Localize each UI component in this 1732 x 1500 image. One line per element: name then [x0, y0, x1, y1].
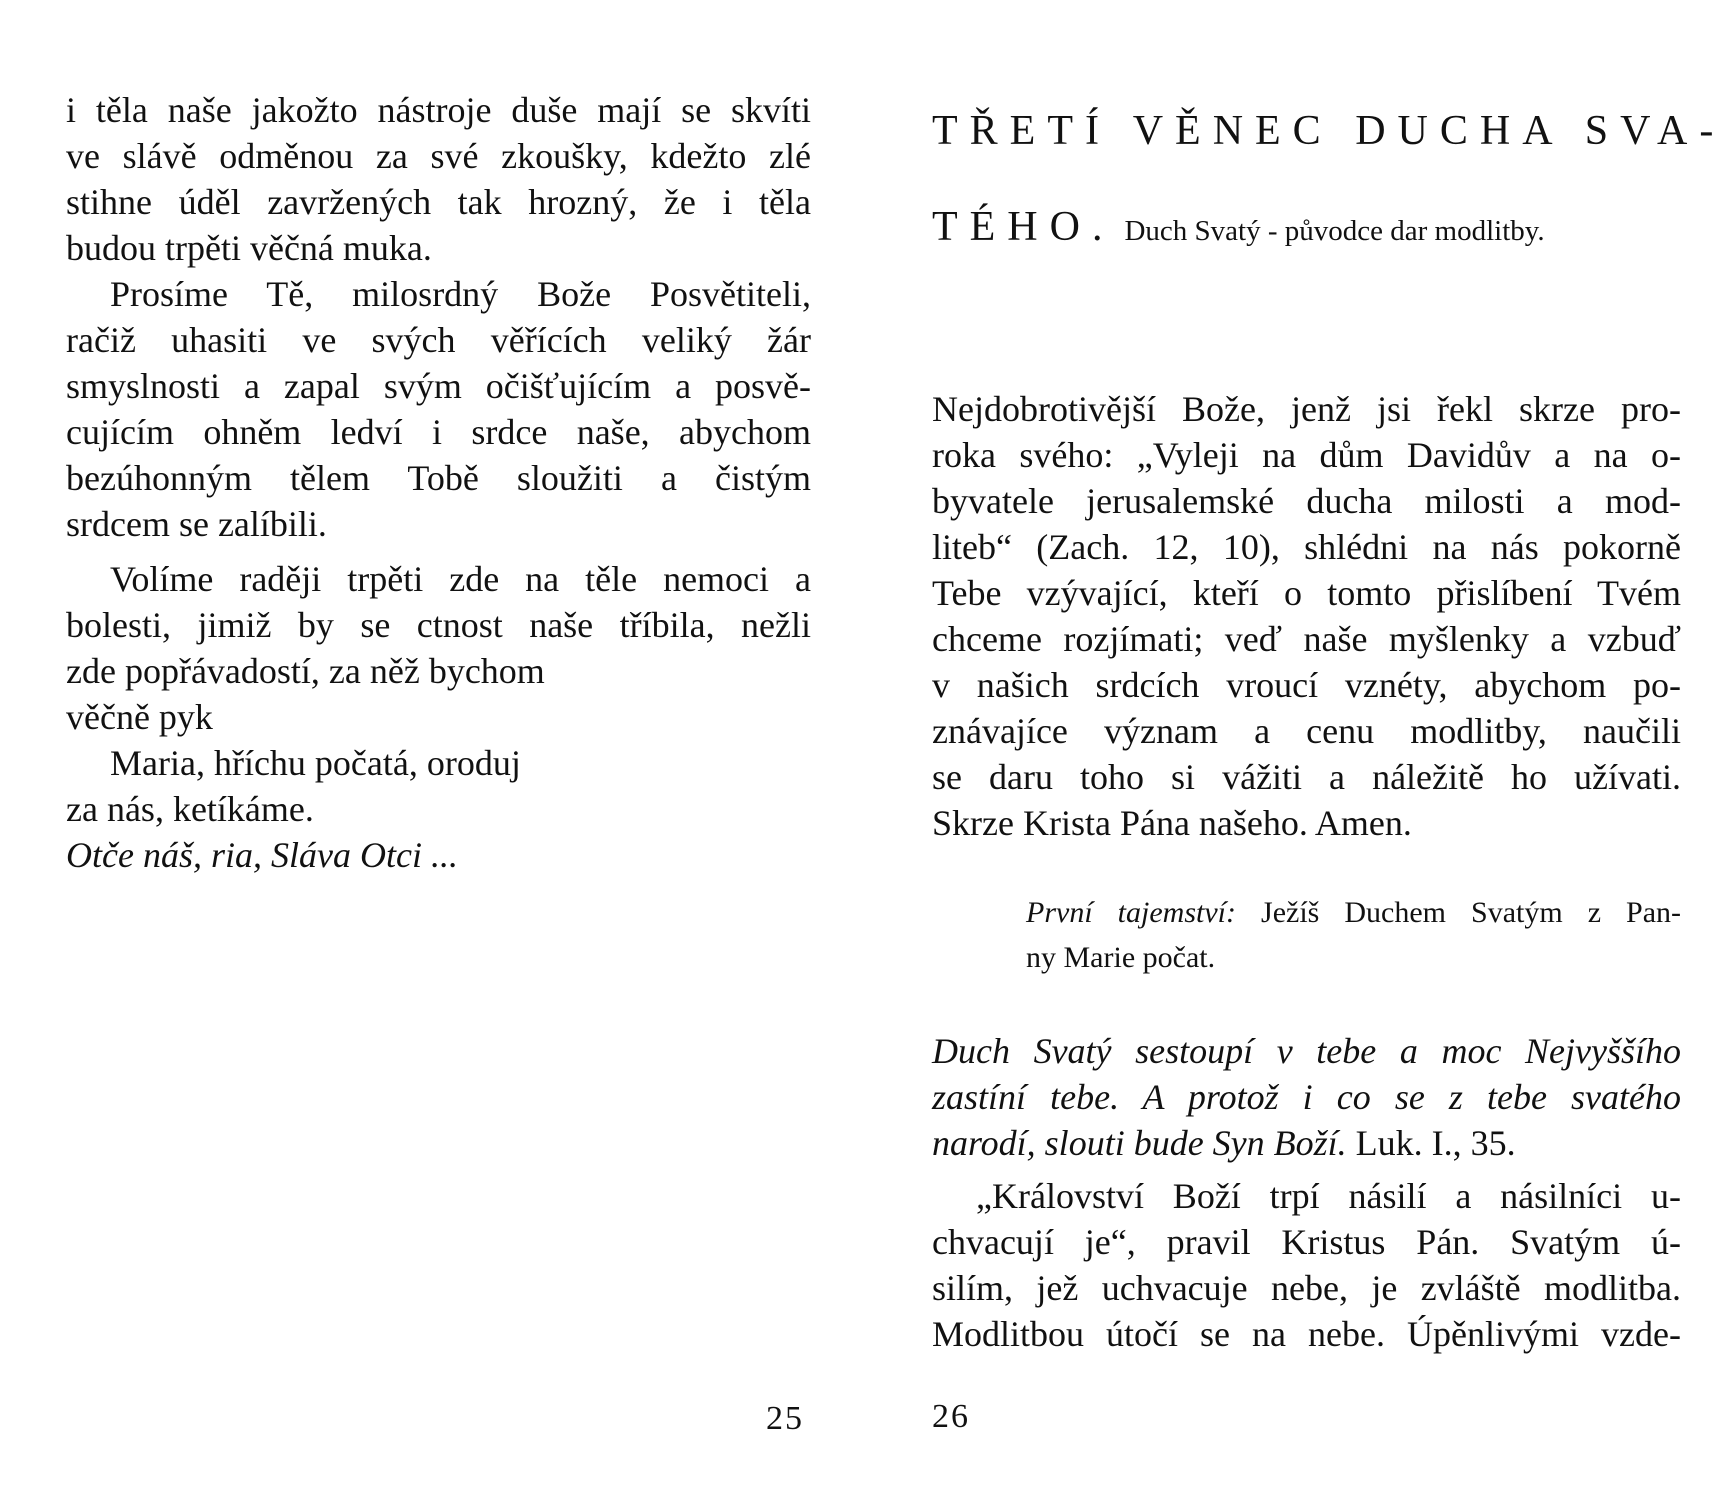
text-line: cujícím ohněm ledví i srdce naše, abychom	[66, 412, 811, 452]
text-line: byvatele jerusalemské ducha milosti a mod-	[932, 481, 1681, 521]
text-line: „Království Boží trpí násilí a násilníci u-	[976, 1176, 1681, 1216]
scripture-reference: Luk. I., 35.	[1355, 1123, 1516, 1163]
text-line: Modlitbou útočí se na nebe. Úpěnlivými vzde-	[932, 1314, 1681, 1354]
text-line: za nás, ketíkáme.	[66, 789, 314, 829]
text-line: chvacují je“, pravil Kristus Pán. Svatým ú-	[932, 1222, 1681, 1262]
page-number: 26	[932, 1398, 970, 1435]
chapter-heading-continued	[932, 202, 1545, 256]
text-line: silím, jež uchvacuje nebe, je zvláště modlitba.	[932, 1268, 1681, 1308]
text-line: bolesti, jimiž by se ctnost naše tříbila, nežli	[66, 605, 811, 645]
text-line: račiž uhasiti ve svých věřících veliký žár	[66, 320, 811, 360]
text-line: Tebe vzývající, kteří o tomto přislíbení Tvém	[932, 573, 1681, 613]
page-number: 25	[766, 1400, 804, 1437]
text-line: i těla naše jakožto nástroje duše mají se skvíti	[66, 90, 811, 130]
text-line: budou trpěti věčná muka.	[66, 228, 432, 268]
text-line: Otče náš, ria, Sláva Otci ...	[66, 835, 458, 875]
scripture-text: narodí, slouti bude Syn Boží.	[932, 1123, 1347, 1163]
text-line: Volíme raději trpěti zde na těle nemoci a	[110, 559, 811, 599]
text-line: Skrze Krista Pána našeho. Amen.	[932, 803, 1412, 843]
text-line: roka svého: „Vyleji na dům Davidův a na o-	[932, 435, 1681, 475]
text-line: bezúhonným tělem Tobě sloužiti a čistým	[66, 458, 811, 498]
heading-caps: TÉHO.	[932, 204, 1115, 250]
chapter-subtitle: Duch Svatý - původce dar modlitby.	[1124, 215, 1545, 247]
mystery-text: Ježíš Duchem Svatým z Pan-	[1261, 896, 1682, 929]
text-line: se daru toho si vážiti a náležitě ho užívati.	[932, 757, 1681, 797]
text-line: srdcem se zalíbili.	[66, 504, 327, 544]
text-line: smyslnosti a zapal svým očišťujícím a posvě-	[66, 366, 811, 406]
text-line: Duch Svatý sestoupí v tebe a moc Nejvyššího	[932, 1031, 1681, 1071]
text-line: zde popřávadostí, za něž bychom	[66, 651, 545, 691]
text-line: ve slávě odměnou za své zkoušky, kdežto zlé	[66, 136, 811, 176]
mystery-line	[1026, 893, 1681, 933]
chapter-heading: TŘETÍ VĚNEC DUCHA SVA-	[932, 108, 1726, 154]
text-line: Maria, hříchu počatá, oroduj	[110, 743, 521, 783]
mystery-line: ny Marie počat.	[1026, 941, 1216, 974]
text-line: zastíní tebe. A protož i co se z tebe svatého	[932, 1077, 1681, 1117]
text-line: stihne úděl zavržených tak hrozný, že i těla	[66, 182, 811, 222]
text-line: chceme rozjímati; veď naše myšlenky a vzbuď	[932, 619, 1681, 659]
text-line: liteb“ (Zach. 12, 10), shlédni na nás pokorně	[932, 527, 1681, 567]
right-page	[866, 0, 1732, 1500]
mystery-label: První tajemství:	[1026, 896, 1236, 929]
text-line: Prosíme Tě, milosrdný Bože Posvětiteli,	[110, 274, 811, 314]
text-line	[932, 1121, 1516, 1165]
text-line: znávajíce význam a cenu modlitby, naučili	[932, 711, 1681, 751]
text-line: Nejdobrotivější Bože, jenž jsi řekl skrze pro-	[932, 389, 1681, 429]
text-line: v našich srdcích vroucí vznéty, abychom po-	[932, 665, 1681, 705]
text-line: věčně pyk	[66, 697, 213, 737]
